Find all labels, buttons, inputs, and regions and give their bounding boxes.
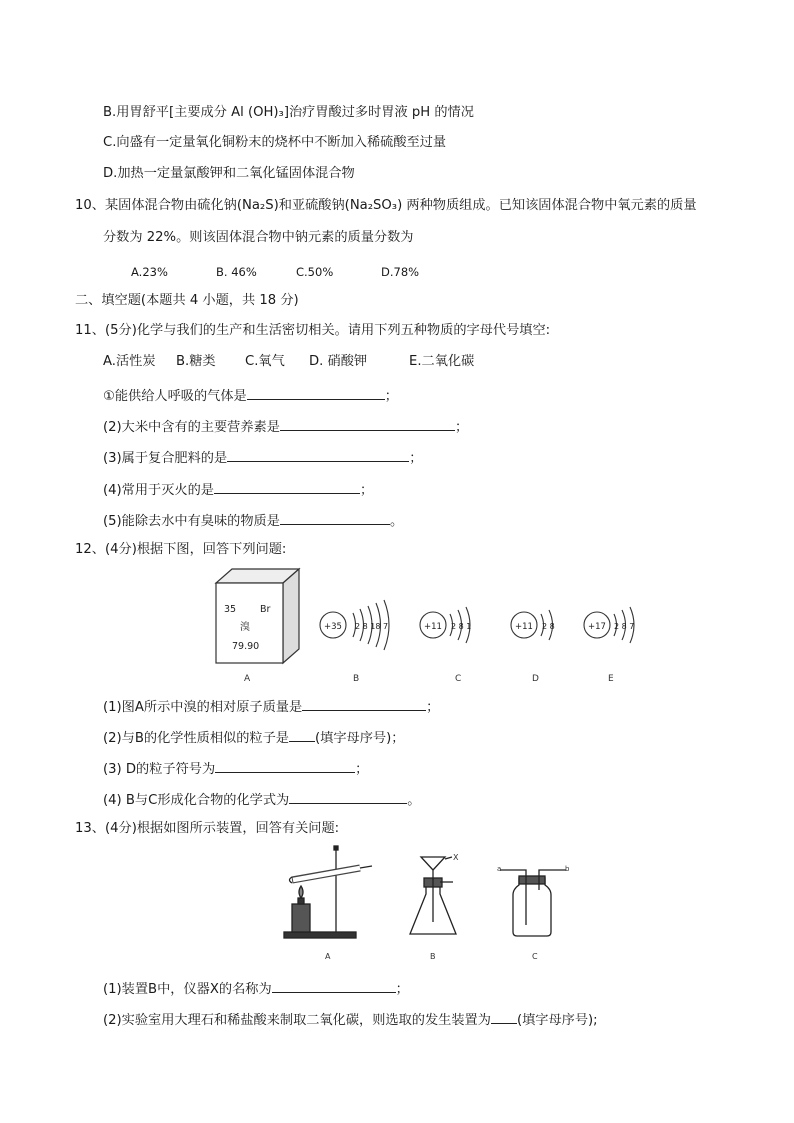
atom-b-nucleus: +35 — [324, 622, 342, 632]
q13-label-a: A — [325, 952, 331, 961]
q10-option-a: A.23% — [131, 265, 168, 279]
q11-option-c: C.氧气 — [245, 354, 285, 369]
q10-stem-line1: 10、某固体混合物由硫化钠(Na₂S)和亚硫酸钠(Na₂SO₃) 两种物质组成。已知该固体混合物中氧元素的质量 — [75, 198, 697, 213]
element-box-name: 溴 — [240, 622, 250, 633]
q12-item-1-text: (1)图A所示中溴的相对原子质量是 — [103, 700, 303, 715]
q12-item-2-mid: (填字母序号)； — [314, 731, 405, 746]
atom-c-shells: 2 8 1 — [451, 622, 472, 631]
apparatus-c — [500, 870, 566, 936]
atom-e-nucleus: +17 — [588, 622, 606, 632]
q12-stem: 12、(4分)根据下图，回答下列问题: — [75, 542, 287, 557]
q11-item-3-text: (3)属于复合肥料的是 — [103, 451, 228, 466]
q11-item-2-text: (2)大米中含有的主要营养素是 — [103, 420, 280, 435]
atom-c-nucleus: +11 — [424, 622, 442, 632]
q13-item-1-end: ； — [395, 982, 409, 997]
q13-item-2 — [103, 1009, 598, 1030]
q13-item-1-text: (1)装置B中，仪器X的名称为 — [103, 982, 272, 997]
apparatus-b — [410, 857, 456, 934]
q10-option-b: B. 46% — [216, 265, 257, 279]
q11-item-5-end: 。 — [389, 514, 404, 529]
atom-d-shells: 2 8 — [542, 622, 555, 631]
section-title: 二、填空题(本题共 4 小题，共 18 分) — [75, 293, 299, 308]
q11-option-a: A.活性炭 — [103, 354, 156, 369]
q12-item-3-end: ； — [355, 762, 369, 777]
q11-option-e: E.二氧化碳 — [409, 354, 475, 369]
q13-tube-label-b: b — [565, 865, 570, 873]
q12-label-d: D — [532, 674, 539, 684]
apparatus-a — [284, 846, 372, 938]
q12-item-4-text: (4) B与C形成化合物的化学式为 — [103, 793, 290, 808]
q13-label-x: X — [453, 853, 459, 862]
atom-e-shells: 2 8 7 — [614, 622, 635, 631]
q12-label-a: A — [244, 674, 251, 684]
q13-tube-label-a: a — [497, 865, 502, 873]
q9-option-b: B.用胃舒平[主要成分 Al (OH)₃]治疗胃酸过多时胃液 pH 的情况 — [103, 105, 474, 120]
element-box-number: 35 — [224, 604, 237, 615]
q11-item-1-end: ； — [384, 389, 398, 404]
q13-stem: 13、(4分)根据如图所示装置，回答有关问题: — [75, 821, 340, 836]
q11-item-4-text: (4)常用于灭火的是 — [103, 483, 214, 498]
q10-stem-line2: 分数为 22%。则该固体混合物中钠元素的质量分数为 — [103, 230, 414, 245]
element-box-mass: 79.90 — [232, 641, 260, 652]
element-box-symbol: Br — [260, 604, 271, 615]
q9-option-c: C.向盛有一定量氧化铜粉末的烧杯中不断加入稀硫酸至过量 — [103, 135, 447, 150]
q10-option-d: D.78% — [381, 265, 420, 279]
q11-item-2-end: ； — [454, 420, 469, 435]
atom-b-shells: 2 8 18 7 — [355, 622, 389, 631]
q13-item-2-mid: (填字母序号); — [516, 1013, 598, 1028]
q11-item-5-text: (5)能除去水中有臭味的物质是 — [103, 514, 280, 529]
atom-d-nucleus: +11 — [515, 622, 533, 632]
q12-item-2-text: (2)与B的化学性质相似的粒子是 — [103, 731, 289, 746]
q13-label-b: B — [430, 952, 436, 961]
q13-item-1-blank[interactable] — [272, 978, 396, 993]
q11-option-d: D. 硝酸钾 — [309, 354, 368, 369]
q13-item-2-text: (2)实验室用大理石和稀盐酸来制取二氧化碳，则选取的发生装置为 — [103, 1013, 491, 1028]
q11-item-1-text: ①能供给人呼吸的气体是 — [103, 389, 247, 404]
q11-stem: 11、(5分)化学与我们的生产和生活密切相关。请用下列五种物质的字母代号填空: — [75, 323, 551, 338]
q12-item-1-end: ； — [426, 700, 440, 715]
q12-item-3-text: (3) D的粒子符号为 — [103, 762, 216, 777]
q13-item-1 — [103, 978, 409, 999]
q12-item-4-end: 。 — [407, 793, 421, 808]
q11-item-4-end: ； — [360, 483, 374, 498]
q12-label-b: B — [353, 674, 360, 684]
q13-item-2-blank[interactable] — [491, 1009, 517, 1024]
q10-option-c: C.50% — [296, 265, 334, 279]
q9-option-d: D.加热一定量氯酸钾和二氧化锰固体混合物 — [103, 166, 355, 181]
q11-item-3-end: ； — [409, 451, 423, 466]
q12-label-e: E — [608, 674, 614, 684]
q11-option-b: B.糖类 — [176, 354, 216, 369]
q13-label-c: C — [532, 952, 538, 961]
q12-label-c: C — [455, 674, 462, 684]
